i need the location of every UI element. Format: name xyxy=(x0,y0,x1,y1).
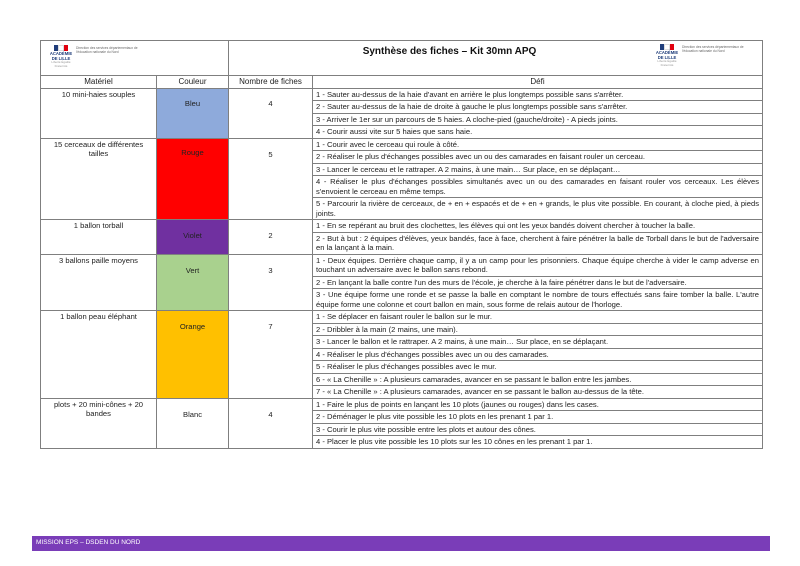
couleur-cell xyxy=(157,254,229,310)
table-row xyxy=(41,311,763,323)
nombre-value: 2 xyxy=(268,231,273,241)
table-row xyxy=(41,254,763,276)
defi-cell: 1 - Courir avec le cerceau qui roule à côté. xyxy=(313,138,763,150)
defi-cell: 2 - Déménager le plus vite possible les 10 plots en les prenant 1 par 1. xyxy=(313,411,763,423)
nombre-cell xyxy=(229,89,313,139)
defi-cell: 2 - Réaliser le plus d'échanges possibles avec un ou des camarades en faisant rouler un cerceau. xyxy=(313,151,763,163)
header-row xyxy=(41,41,763,76)
couleur-label: Orange xyxy=(179,322,206,332)
defi-cell: 3 - Lancer le cerceau et le rattraper. A 2 mains, à une main… Sur place, en se déplaçant… xyxy=(313,163,763,175)
defi-cell: 4 - Courir aussi vite sur 5 haies que sans haie. xyxy=(313,126,763,138)
defi-cell: 2 - En lançant la balle contre l'un des murs de l'école, je cherche à la faire pénétrer dans le but de l'adversaire. xyxy=(313,276,763,288)
defi-cell: 1 - Faire le plus de points en lançant les 10 plots (jaunes ou rouges) dans les cases. xyxy=(313,398,763,410)
defi-cell: 2 - But à but : 2 équipes d'élèves, yeux bandés, face à face, cherchent à faire pénétrer la balle de Torball dans le but de l'adversaire en la lançant à la main. xyxy=(313,232,763,254)
materiel-cell: 3 ballons paille moyens xyxy=(41,254,157,310)
nombre-value: 7 xyxy=(268,322,273,332)
defi-cell: 4 - Réaliser le plus d'échanges possibles avec un ou des camarades. xyxy=(313,348,763,360)
column-header-materiel: Matériel xyxy=(41,76,157,89)
academie-logo-right: ACADÉMIE DE LILLE Liberté Égalité Fraternité xyxy=(654,44,680,67)
defi-cell: 3 - Lancer le ballon et le rattraper. A 2 mains, à une main… Sur place, en se déplaçant. xyxy=(313,336,763,348)
title-cell xyxy=(229,41,763,76)
footer-text: MISSION EPS – DSDEN DU NORD xyxy=(36,539,141,546)
nombre-cell xyxy=(229,138,313,219)
couleur-label: Rouge xyxy=(181,147,204,157)
nombre-cell xyxy=(229,311,313,398)
nombre-cell xyxy=(229,220,313,254)
defi-cell: 3 - Arriver le 1er sur un parcours de 5 haies. A cloche-pied (gauche/droite) - A pieds joints. xyxy=(313,113,763,125)
table-body xyxy=(41,89,763,449)
couleur-label: Violet xyxy=(183,231,202,241)
defi-cell: 4 - Placer le plus vite possible les 10 plots sur les 10 cônes en les prenant 1 par 1. xyxy=(313,436,763,448)
defi-cell: 6 - « La Chenille » : A plusieurs camarades, avancer en se passant le ballon entre les jambes. xyxy=(313,373,763,385)
table-row xyxy=(41,220,763,232)
defi-cell: 4 - Réaliser le plus d'échanges possibles simultanés avec un ou des camarades en faisant rouler vos cerceaux. Les élèves s'envoient le cerceau en même temps. xyxy=(313,176,763,198)
logo-left-cell xyxy=(41,41,229,76)
couleur-cell xyxy=(157,138,229,219)
defi-cell: 1 - En se repérant au bruit des clochettes, les élèves qui ont les yeux bandés doivent chercher à toucher la balle. xyxy=(313,220,763,232)
materiel-cell: 1 ballon torball xyxy=(41,220,157,254)
logo-description-left: Direction des services départementaux de l'éducation nationale du Nord xyxy=(76,46,138,54)
synthese-table xyxy=(40,40,763,449)
table-row xyxy=(41,138,763,150)
nombre-value: 4 xyxy=(268,409,273,419)
logo-right xyxy=(650,42,762,72)
column-header-couleur: Couleur xyxy=(157,76,229,89)
column-header-nombre: Nombre de fiches xyxy=(229,76,313,89)
couleur-cell xyxy=(157,398,229,448)
column-header-defi: Défi xyxy=(313,76,763,89)
materiel-cell: 10 mini-haies souples xyxy=(41,89,157,139)
defi-cell: 7 - « La Chenille » : A plusieurs camarades, avancer en se passant le ballon au-dessus de la tête. xyxy=(313,386,763,398)
defi-cell: 3 - Une équipe forme une ronde et se passe la balle en comptant le nombre de tours effectués sans faire tomber la balle. L'autre équipe forme une colonne et court ballon en main, sous forme de relais autour de l'horloge. xyxy=(313,289,763,311)
defi-cell: 1 - Sauter au-dessus de la haie d'avant en arrière le plus longtemps possible sans s'arrêter. xyxy=(313,89,763,101)
nombre-value: 3 xyxy=(268,265,273,275)
defi-cell: 3 - Courir le plus vite possible entre les plots et autour des cônes. xyxy=(313,423,763,435)
nombre-cell xyxy=(229,254,313,310)
couleur-label: Bleu xyxy=(184,99,201,108)
defi-cell: 2 - Dribbler à la main (2 mains, une main). xyxy=(313,323,763,335)
couleur-cell xyxy=(157,311,229,398)
defi-cell: 2 - Sauter au-dessus de la haie de droite à gauche le plus longtemps possible sans s'arrêter. xyxy=(313,101,763,113)
defi-cell: 5 - Réaliser le plus d'échanges possibles avec le mur. xyxy=(313,361,763,373)
materiel-cell: plots + 20 mini-cônes + 20 bandes xyxy=(41,398,157,448)
defi-cell: 1 - Deux équipes. Derrière chaque camp, il y a un camp pour les prisonniers. Chaque équipe cherche à vider le camp adverse en touchant un adversaire avec le ballon sans rebond. xyxy=(313,254,763,276)
footer-bar xyxy=(32,536,770,551)
page-title: Synthèse des fiches – Kit 30mn APQ xyxy=(362,46,537,57)
document-sheet xyxy=(40,40,762,449)
defi-cell: 1 - Se déplacer en faisant rouler le ballon sur le mur. xyxy=(313,311,763,323)
table-row xyxy=(41,89,763,101)
academie-logo-left: ACADÉMIE DE LILLE Liberté Égalité Fraternité xyxy=(48,45,74,68)
couleur-cell xyxy=(157,220,229,254)
nombre-cell xyxy=(229,398,313,448)
couleur-label: Vert xyxy=(185,265,200,275)
table-row xyxy=(41,398,763,410)
logo-description-right: Direction des services départementaux de l'éducation nationale du Nord xyxy=(682,45,744,53)
materiel-cell: 15 cerceaux de différentes tailles xyxy=(41,138,157,219)
defi-cell: 5 - Parcourir la rivière de cerceaux, de + en + espacés et de + en + grands, le plus vite possible. En courant, à cloche pied, à pieds joints. xyxy=(313,198,763,220)
materiel-cell: 1 ballon peau éléphant xyxy=(41,311,157,398)
couleur-cell xyxy=(157,89,229,139)
nombre-value: 4 xyxy=(268,99,273,108)
couleur-label: Blanc xyxy=(183,409,202,419)
column-header-row xyxy=(41,76,763,89)
nombre-value: 5 xyxy=(268,149,273,159)
